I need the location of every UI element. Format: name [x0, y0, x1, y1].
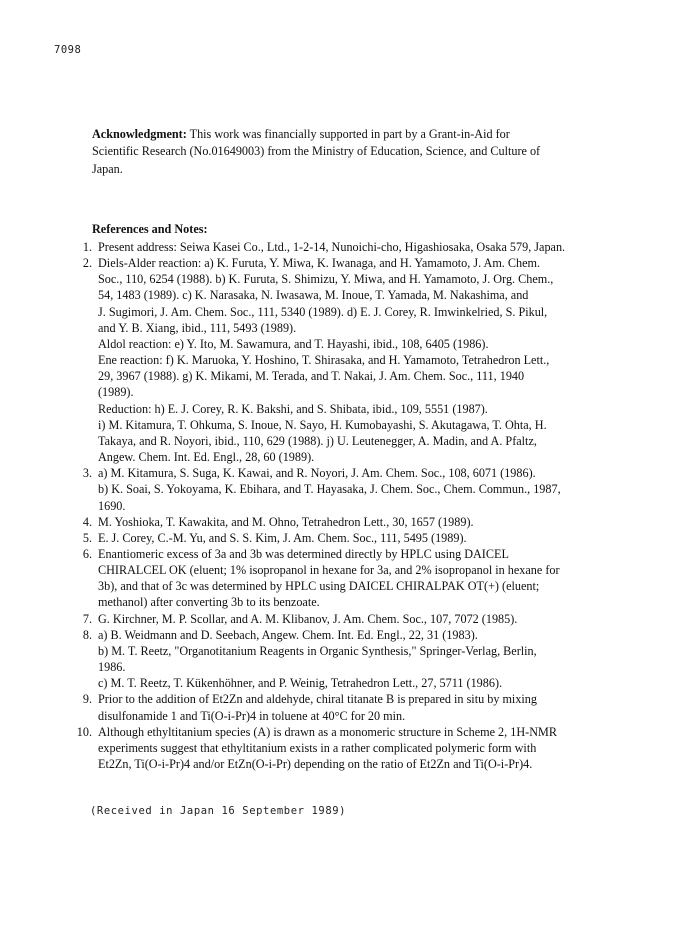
reference-item: [74, 691, 614, 723]
reference-body: [92, 627, 614, 692]
reference-line: (1989).: [98, 385, 134, 400]
reference-body: [92, 530, 614, 546]
reference-line: Reduction: h) E. J. Corey, R. K. Bakshi, and S. Shibata, ibid., 109, 5551 (1987).: [98, 401, 488, 416]
reference-body: [92, 239, 614, 255]
references-title: References and Notes:: [92, 222, 208, 236]
reference-body: [92, 465, 614, 513]
reference-item: [74, 546, 614, 611]
reference-line: Prior to the addition of Et2Zn and aldehyde, chiral titanate B is prepared in situ by mixing: [98, 692, 537, 707]
reference-number: 5.: [82, 530, 92, 545]
reference-line: J. Sugimori, J. Am. Chem. Soc., 111, 5340 (1989). d) E. J. Corey, R. Imwinkelried, S. Pikul,: [98, 304, 548, 319]
reference-line: b) K. Soai, S. Yokoyama, K. Ebihara, and T. Hayasaka, J. Chem. Soc., Chem. Commun., 1987,: [98, 482, 561, 497]
reference-line: Soc., 110, 6254 (1988). b) K. Furuta, S. Shimizu, Y. Miwa, and H. Yamamoto, J. Org. Chem.,: [98, 272, 554, 287]
reference-line: 1690.: [98, 498, 126, 513]
acknowledgment-line: Scientific Research (No.01649003) from the Ministry of Education, Science, and Culture of: [92, 144, 541, 159]
reference-line: 1986.: [98, 660, 126, 675]
reference-line: a) M. Kitamura, S. Suga, K. Kawai, and R. Noyori, J. Am. Chem. Soc., 108, 6071 (1986).: [98, 466, 536, 481]
reference-line: Present address: Seiwa Kasei Co., Ltd., 1-2-14, Nunoichi-cho, Higashiosaka, Osaka 579, Japan.: [98, 240, 566, 254]
received-date: (Received in Japan 16 September 1989): [90, 805, 347, 817]
reference-line: Enantiomeric excess of 3a and 3b was determined directly by HPLC using DAICEL: [98, 546, 509, 561]
reference-line: a) B. Weidmann and D. Seebach, Angew. Chem. Int. Ed. Engl., 22, 31 (1983).: [98, 627, 478, 642]
reference-number: 4.: [82, 514, 92, 529]
reference-line: and Y. B. Xiang, ibid., 111, 5493 (1989).: [98, 320, 297, 335]
reference-line: disulfonamide 1 and Ti(O-i-Pr)4 in toluene at 40°C for 20 min.: [98, 708, 406, 723]
reference-line: 54, 1483 (1989). c) K. Narasaka, N. Iwasawa, M. Inoue, T. Yamada, M. Nakashima, and: [98, 288, 529, 303]
reference-body: [92, 611, 614, 627]
reference-line: CHIRALCEL OK (eluent; 1% isopropanol in hexane for 3a, and 2% isopropanol in hexane for: [98, 563, 560, 578]
reference-line: Diels-Alder reaction: a) K. Furuta, Y. Miwa, K. Iwanaga, and H. Yamamoto, J. Am. Chem.: [98, 256, 541, 271]
reference-line: Takaya, and R. Noyori, ibid., 110, 629 (1988). j) U. Leutenegger, A. Madin, and A. Pfaltz,: [98, 433, 537, 448]
acknowledgment-line: This work was financially supported in part by a Grant-in-Aid for: [186, 127, 510, 141]
reference-body: [92, 255, 614, 465]
acknowledgment: [92, 126, 592, 178]
reference-item: [74, 611, 614, 627]
reference-item: [74, 465, 614, 513]
reference-line: Angew. Chem. Int. Ed. Engl., 28, 60 (1989).: [98, 450, 315, 465]
reference-item: [74, 530, 614, 546]
reference-item: [74, 627, 614, 692]
acknowledgment-line: Japan.: [92, 161, 123, 176]
reference-body: [92, 514, 614, 530]
reference-number: 1.: [82, 240, 92, 254]
reference-line: G. Kirchner, M. P. Scollar, and A. M. Klibanov, J. Am. Chem. Soc., 107, 7072 (1985).: [98, 611, 518, 626]
reference-line: Although ethyltitanium species (A) is drawn as a monomeric structure in Scheme 2, 1H-NMR: [98, 724, 557, 739]
reference-line: b) M. T. Reetz, "Organotitanium Reagents in Organic Synthesis," Springer-Verlag, Berlin,: [98, 643, 537, 658]
reference-number: 2.: [82, 256, 92, 271]
reference-number: 7.: [82, 611, 92, 626]
reference-item: [74, 514, 614, 530]
reference-number: 8.: [82, 627, 92, 642]
reference-item: [74, 239, 614, 255]
page-number: 7098: [54, 44, 82, 56]
reference-body: [92, 546, 614, 611]
reference-line: M. Yoshioka, T. Kawakita, and M. Ohno, Tetrahedron Lett., 30, 1657 (1989).: [98, 514, 474, 529]
reference-item: [74, 724, 614, 772]
reference-number: 9.: [82, 692, 92, 707]
reference-number: 10.: [76, 724, 92, 739]
reference-number: 6.: [82, 546, 92, 561]
reference-body: [92, 691, 614, 723]
reference-line: Et2Zn, Ti(O-i-Pr)4 and/or EtZn(O-i-Pr) depending on the ratio of Et2Zn and Ti(O-i-Pr)4.: [98, 757, 533, 771]
reference-line: Aldol reaction: e) Y. Ito, M. Sawamura, and T. Hayashi, ibid., 108, 6405 (1986).: [98, 336, 489, 351]
reference-line: c) M. T. Reetz, T. Kükenhöhner, and P. Weinig, Tetrahedron Lett., 27, 5711 (1986).: [98, 676, 503, 691]
reference-item: [74, 255, 614, 465]
reference-line: E. J. Corey, C.-M. Yu, and S. S. Kim, J. Am. Chem. Soc., 111, 5495 (1989).: [98, 530, 467, 545]
reference-line: experiments suggest that ethyltitanium exists in a rather complicated polymeric form with: [98, 740, 537, 755]
acknowledgment-heading: Acknowledgment:: [92, 127, 187, 141]
reference-line: 3b), and that of 3c was determined by HPLC using DAICEL CHIRALPAK OT(+) (eluent;: [98, 579, 540, 594]
reference-line: methanol) after converting 3b to its benzoate.: [98, 595, 320, 610]
reference-body: [92, 724, 614, 772]
reference-line: i) M. Kitamura, T. Ohkuma, S. Inoue, N. Sayo, H. Kumobayashi, S. Akutagawa, T. Ohta, H.: [98, 417, 547, 432]
reference-line: 29, 3967 (1988). g) K. Mikami, M. Terada, and T. Nakai, J. Am. Chem. Soc., 111, 1940: [98, 369, 525, 384]
references-list: [74, 239, 614, 772]
reference-number: 3.: [82, 466, 92, 481]
reference-line: Ene reaction: f) K. Maruoka, Y. Hoshino, T. Shirasaka, and H. Yamamoto, Tetrahedron Lett.,: [98, 353, 550, 368]
